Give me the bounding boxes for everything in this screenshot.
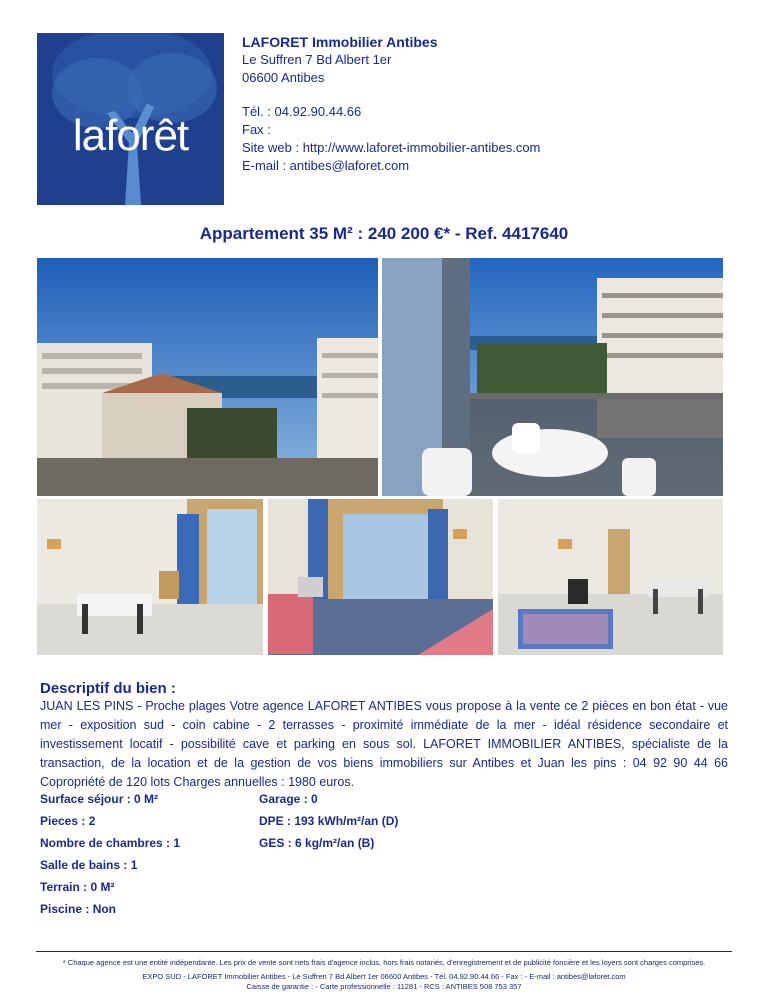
photo-sea-view [37, 258, 378, 496]
footer-registration-line: Caisse de garantie : - Carte professionnelle : 11281 - RCS : ANTIBES 508 753 357 [246, 982, 522, 991]
feature-dpe: DPE : 193 kWh/m²/an (D) [259, 814, 399, 828]
footer-agency-line: EXPO SUD - LAFORET Immobilier Antibes - Le Suffren 7 Bd Albert 1er 06600 Antibes - Tél. 04.92.90.44.66 - Fax : - E-mail : antibes@laforet.com [142, 972, 626, 981]
description-text: JUAN LES PINS - Proche plages Votre agence LAFORET ANTIBES vous propose à la vente ce 2 pièces en bon état - vue mer - exposition sud - coin cabine - 2 terrasses - proximité immédiate de la mer - idéal résidence secondaire et investissement locatif - possibilité cave et parking en sous sol. LAFORET IMMOBILIER ANTIBES, spécialiste de la transaction, de la location et de la gestion de vos biens immobiliers sur Antibes et Juan les pins : 04 92 90 44 66 Copropriété de 120 lots Charges annuelles : 1980 euros. [40, 699, 728, 789]
footer-divider [36, 951, 732, 952]
feature-garage: Garage : 0 [259, 792, 318, 806]
feature-surface-sejour: Surface séjour : 0 M² [40, 792, 159, 806]
agency-email[interactable]: E-mail : antibes@laforet.com [242, 158, 410, 173]
agency-info [242, 33, 540, 175]
logo-wordmark: laforêt [72, 111, 189, 160]
footer-disclaimer: * Chaque agence est une entité indépendante. Les prix de vente sont nets frais d'agence inclus, hors frais notariés, d'enregistrement et de publicité foncière et les loyers sont charges comprises. [62, 958, 706, 967]
feature-chambres: Nombre de chambres : 1 [40, 836, 181, 850]
feature-terrain: Terrain : 0 M² [40, 880, 115, 894]
listing-title: Appartement 35 M² : 240 200 €* - Ref. 4417640 [199, 224, 569, 243]
feature-piscine: Piscine : Non [40, 902, 117, 916]
feature-salle-de-bains: Salle de bains : 1 [40, 858, 138, 872]
agency-address-line1: Le Suffren 7 Bd Albert 1er [242, 52, 392, 67]
photo-balcony [382, 258, 723, 496]
photo-bedroom [268, 499, 493, 655]
photo-lounge [498, 499, 723, 655]
agency-address-line2: 06600 Antibes [242, 70, 325, 85]
photo-living-room [37, 499, 263, 655]
feature-ges: GES : 6 kg/m²/an (B) [259, 836, 375, 850]
agency-website[interactable]: Site web : http://www.laforet-immobilier-antibes.com [242, 140, 541, 155]
agency-fax: Fax : [242, 122, 271, 137]
agency-name: LAFORET Immobilier Antibes [242, 34, 438, 50]
feature-pieces: Pieces : 2 [40, 814, 96, 828]
description-heading: Descriptif du bien : [40, 680, 176, 697]
agency-tel: Tél. : 04.92.90.44.66 [242, 104, 362, 119]
agency-logo [37, 33, 224, 205]
